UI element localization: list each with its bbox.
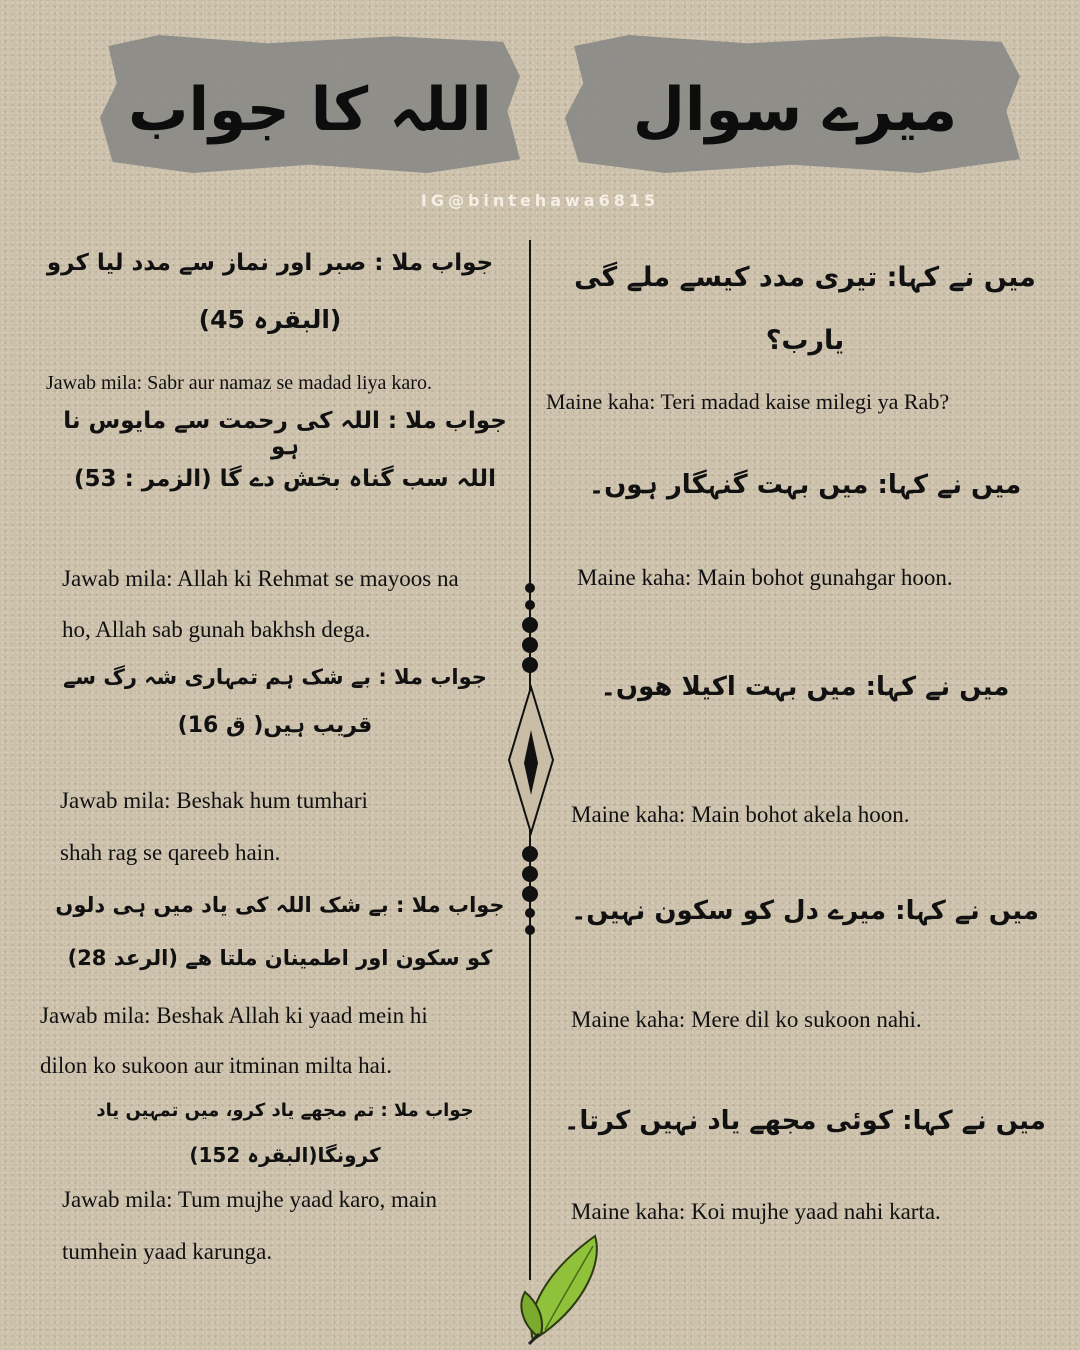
question-3-roman: Maine kaha: Main bohot akela hoon.	[571, 802, 910, 827]
questions-title: میرے سوال	[632, 75, 958, 145]
question-2-urdu: میں نے کہا: میں بہت گنہگار ہوں۔	[588, 470, 1022, 500]
question-2-roman: Maine kaha: Main bohot gunahgar hoon.	[577, 565, 953, 590]
answer-3-urdu-line1: جواب ملا : بے شک ہم تمہاری شہ رگ سے	[63, 665, 487, 689]
answer-2-urdu-line2: اللہ سب گناہ بخش دے گا (الزمر : 53)	[74, 466, 496, 492]
question-5-roman: Maine kaha: Koi mujhe yaad nahi karta.	[571, 1199, 941, 1224]
answer-4-urdu-line1: جواب ملا : بے شک اللہ کی یاد میں ہی دلوں	[55, 893, 505, 917]
divider-dot	[525, 908, 535, 918]
answer-5-roman-line2: tumhein yaad karunga.	[62, 1239, 273, 1264]
question-5-urdu: میں نے کہا: کوئی مجھے یاد نہیں کرتا۔	[564, 1106, 1046, 1136]
answer-1-urdu: جواب ملا : صبر اور نماز سے مدد لیا کرو	[46, 250, 494, 276]
question-3-urdu: میں نے کہا: میں بہت اکیلا ھوں۔	[600, 672, 1010, 702]
divider-dot	[525, 600, 535, 610]
answer-4-urdu-line2: کو سکون اور اطمینان ملتا ھے (الرعد 28)	[67, 946, 493, 970]
answer-2-urdu-line1: جواب ملا : اللہ کی رحمت سے مایوس نا ہو	[63, 408, 507, 460]
answer-4-roman-line1: Jawab mila: Beshak Allah ki yaad mein hi	[40, 1003, 428, 1028]
answer-3-roman-line1: Jawab mila: Beshak hum tumhari	[60, 788, 368, 813]
divider-dot	[522, 657, 538, 673]
answer-3-urdu-line2: قریب ہیں( ق 16)	[177, 713, 373, 738]
question-1-roman: Maine kaha: Teri madad kaise milegi ya Rab?	[546, 389, 950, 414]
divider-dot	[525, 925, 535, 935]
divider-dot	[522, 886, 538, 902]
answer-4-roman-line2: dilon ko sukoon aur itminan milta hai.	[40, 1053, 392, 1078]
answer-1-roman: Jawab mila: Sabr aur namaz se madad liya karo.	[46, 372, 432, 394]
answer-1-reference: (البقرہ 45)	[198, 305, 342, 334]
instagram-handle: IG@bintehawa6815	[420, 191, 660, 210]
question-1-urdu-line2: یارب؟	[765, 325, 845, 356]
answer-5-roman-line1: Jawab mila: Tum mujhe yaad karo, main	[62, 1187, 437, 1212]
answer-3-roman-line2: shah rag se qareeb hain.	[60, 840, 281, 865]
answer-2-roman-line1: Jawab mila: Allah ki Rehmat se mayoos na	[62, 566, 459, 591]
answer-2-roman-line2: ho, Allah sab gunah bakhsh dega.	[62, 617, 371, 642]
question-4-urdu: میں نے کہا: میرے دل کو سکون نہیں۔	[571, 896, 1039, 926]
divider-dot	[522, 846, 538, 862]
butterfly-icon	[515, 1232, 605, 1347]
divider-dot	[522, 866, 538, 882]
answers-title: اللہ کا جواب	[128, 75, 492, 145]
answer-5-urdu-line1: جواب ملا : تم مجھے یاد کرو، میں تمہیں یاد	[96, 1100, 474, 1121]
question-1-urdu-line1: میں نے کہا: تیری مدد کیسے ملے گی	[574, 262, 1036, 293]
question-4-roman: Maine kaha: Mere dil ko sukoon nahi.	[571, 1007, 922, 1032]
answer-5-urdu-line2: کرونگا(البقرہ 152)	[189, 1143, 381, 1167]
